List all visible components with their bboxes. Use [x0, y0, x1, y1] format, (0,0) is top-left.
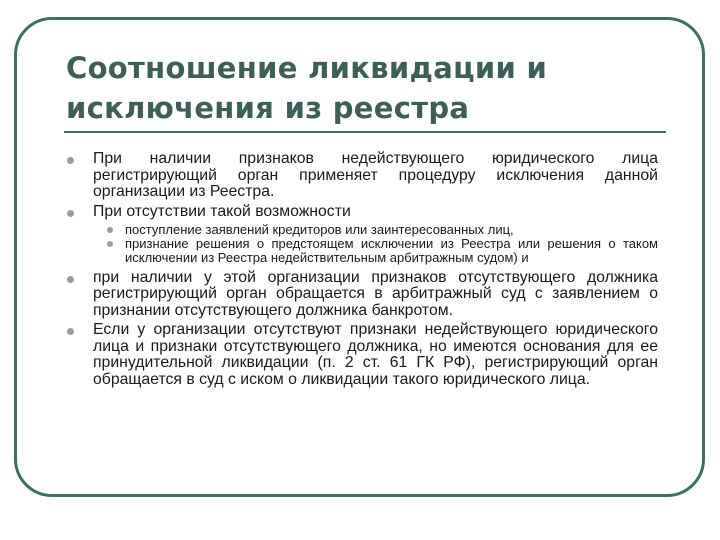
sub-bullet-item — [93, 237, 658, 265]
title-line-1: Соотношение ликвидации и — [66, 51, 548, 85]
bullet-text: при наличии у этой организации признаков отсутствующего должника регистрирующий орган обращается в арбитражный суд с заявлением о признании отсутствующего должника банкротом. — [93, 268, 658, 319]
bullet-text: При наличии признаков недействующего юридического лица регистрирующий орган применяет процедуру исключения данной организации из Реестра. — [93, 150, 658, 200]
sub-bullet-text: признание решения о предстоящем исключении из Реестра или решения о таком исключении из Реестра недействительным арбитражным судом) и — [125, 236, 658, 266]
bullet-item — [66, 151, 658, 201]
sub-bullet-dot-icon — [107, 227, 113, 233]
sub-bullet-item — [93, 223, 658, 237]
sub-bullet-text: поступление заявлений кредиторов или заинтересованных лиц, — [125, 222, 514, 237]
bullet-dot-icon — [67, 328, 74, 335]
bullet-dot-icon — [67, 210, 74, 217]
bullet-dot-icon — [67, 157, 74, 164]
bullet-dot-icon — [67, 276, 74, 283]
sub-bullet-dot-icon — [107, 241, 113, 247]
bullet-item — [66, 322, 658, 388]
bullet-text: Если у организации отсутствуют признаки недействующего юридического лица и признаки отсутствующего должника, но имеются основания для ее принудительной ликвидации (п. 2 ст. 61 ГК РФ), регистрирующий орган обращается в суд с иском о ликвидации такого юридического лица. — [93, 321, 658, 388]
bullet-list — [66, 151, 658, 388]
bullet-item — [66, 204, 658, 266]
slide-title — [66, 48, 666, 128]
slide-content — [66, 151, 658, 391]
bullet-item — [66, 270, 658, 320]
title-line-2: исключения из реестра — [66, 91, 470, 125]
bullet-text: При отсутствии такой возможности — [93, 202, 351, 220]
sub-bullet-list — [93, 223, 658, 266]
title-divider — [64, 131, 666, 133]
